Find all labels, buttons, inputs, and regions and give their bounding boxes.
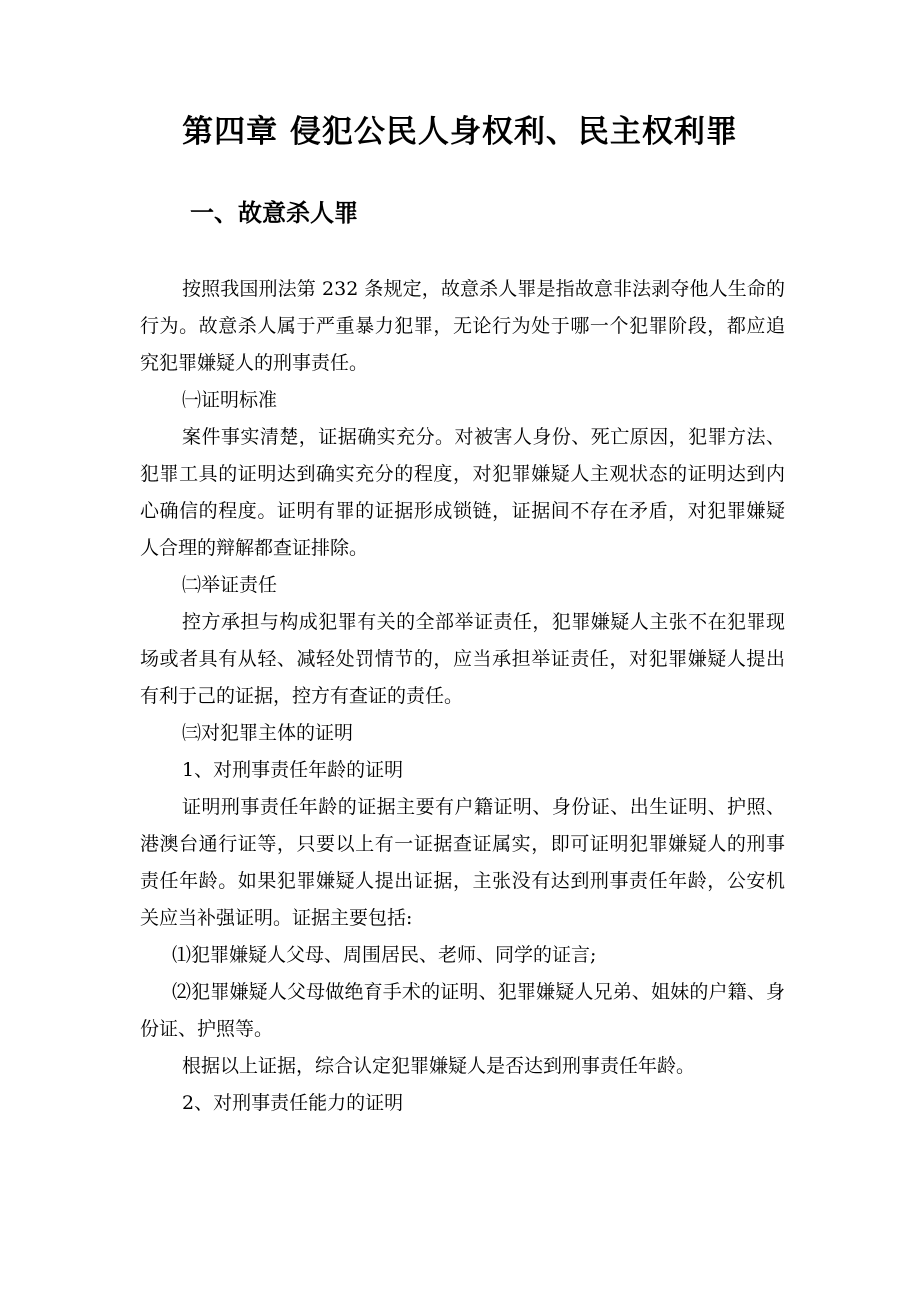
intro-paragraph: 按照我国刑法第 232 条规定，故意杀人罪是指故意非法剥夺他人生命的行为。故意杀人属于严重暴力犯罪，无论行为处于哪一个犯罪阶段，都应追究犯罪嫌疑人的刑事责任。	[140, 278, 785, 374]
list-item-testimony: ⑴犯罪嫌疑人父母、周围居民、老师、同学的证言;	[172, 944, 597, 966]
age-proof-paragraph: 证明刑事责任年龄的证据主要有户籍证明、身份证、出生证明、护照、港澳台通行证等，只要以上有一证据查证属实，即可证明犯罪嫌疑人的刑事责任年龄。如果犯罪嫌疑人提出证据，主张没有达到刑事责任年龄，公安机关应当补强证明。证据主要包括:	[140, 796, 785, 929]
subheading-capacity-proof: 2、对刑事责任能力的证明	[182, 1092, 404, 1114]
subheading-burden-of-proof: ㈡举证责任	[182, 574, 278, 596]
section-title: 一、故意杀人罪	[190, 198, 358, 227]
burden-of-proof-paragraph: 控方承担与构成犯罪有关的全部举证责任，犯罪嫌疑人主张不在犯罪现场或者具有从轻、减轻处罚情节的，应当承担举证责任，对犯罪嫌疑人提出有利于己的证据，控方有查证的责任。	[140, 611, 785, 707]
body-text	[140, 271, 785, 1122]
subheading-proof-standard: ㈠证明标准	[182, 389, 278, 411]
chapter-title: 第四章 侵犯公民人身权利、民主权利罪	[182, 114, 738, 150]
subheading-age-proof: 1、对刑事责任年龄的证明	[182, 759, 404, 781]
proof-standard-paragraph: 案件事实清楚，证据确实充分。对被害人身份、死亡原因，犯罪方法、犯罪工具的证明达到确实充分的程度，对犯罪嫌疑人主观状态的证明达到内心确信的程度。证明有罪的证据形成锁链，证据间不存在矛盾，对犯罪嫌疑人合理的辩解都查证排除。	[140, 426, 785, 559]
age-conclusion-paragraph: 根据以上证据，综合认定犯罪嫌疑人是否达到刑事责任年龄。	[182, 1055, 696, 1077]
subheading-criminal-subject: ㈢对犯罪主体的证明	[182, 722, 354, 744]
list-item-documents: ⑵犯罪嫌疑人父母做绝育手术的证明、犯罪嫌疑人兄弟、姐妹的户籍、身份证、护照等。	[140, 981, 785, 1040]
